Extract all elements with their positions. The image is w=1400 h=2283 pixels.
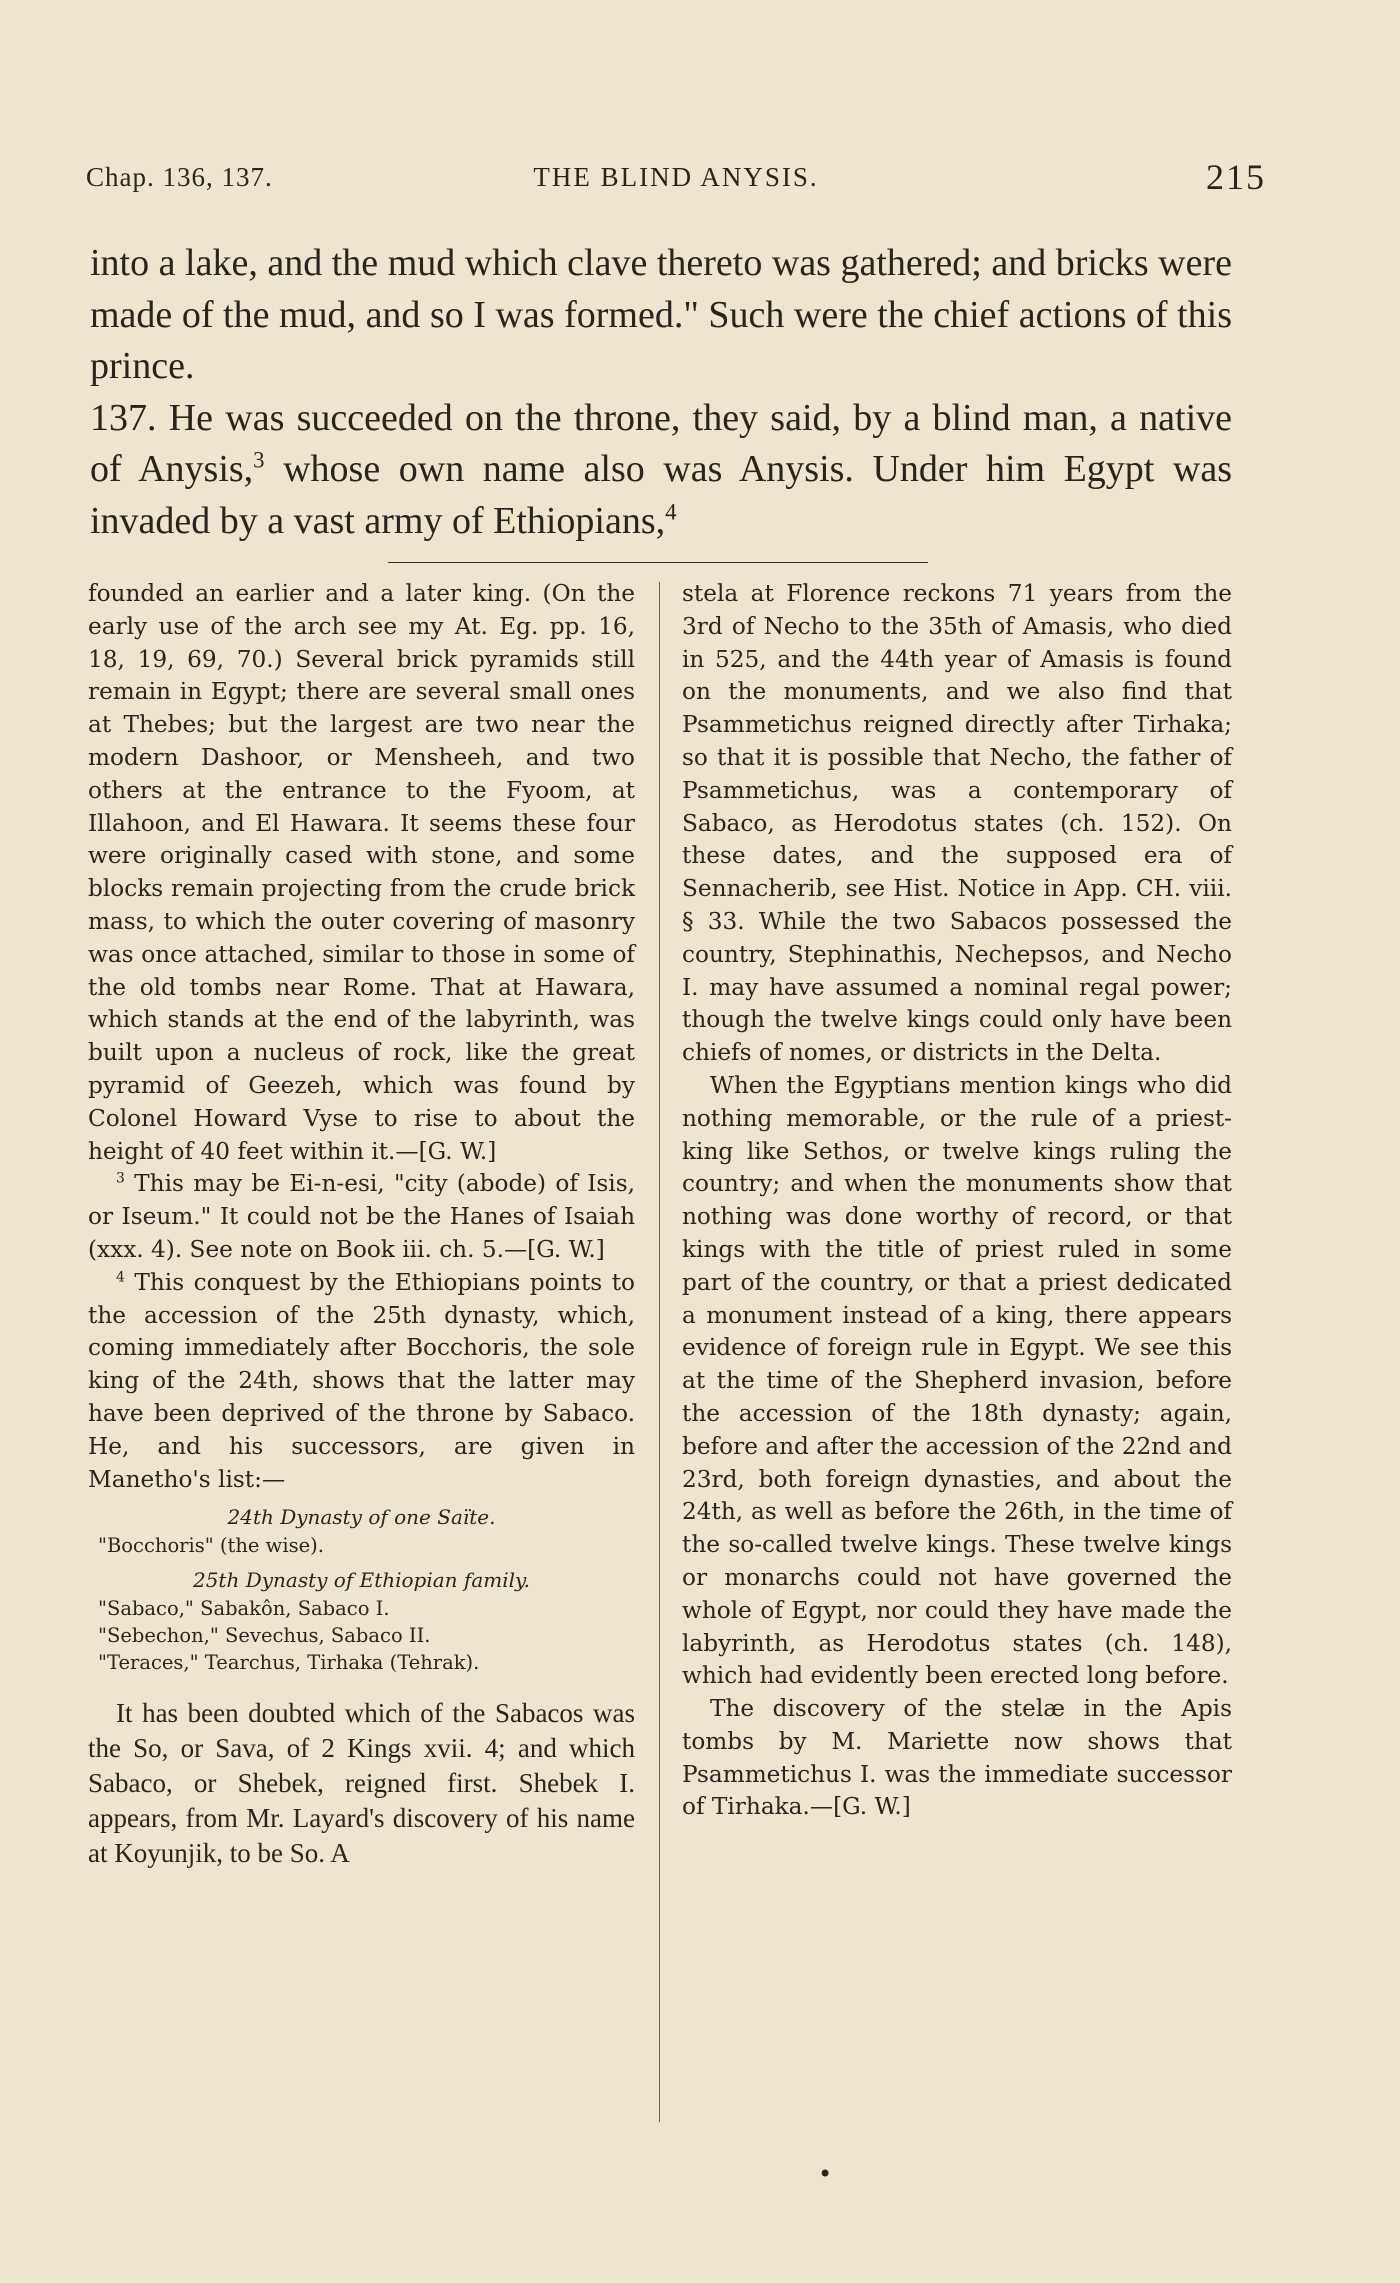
page-title: THE BLIND ANYSIS.	[533, 162, 819, 192]
footnote-4: $^4$ This conquest by the Ethiopians points to the accession of the 25th dynasty, which, coming immediately after Bocchoris, the sole king of the 24th, shows that the latter may have been deprived of the throne by Sabaco. He, and his successors, are given in Manetho's list:—	[88, 1268, 635, 1493]
footer-mark: •	[818, 2160, 833, 2188]
footnote-ref-3: 3	[253, 447, 265, 473]
column-divider	[659, 582, 660, 2122]
footnote-3: $^3$ This may be Ei-n-esi, "city (abode) of Isis, or Iseum." It could not be the Hanes of Isaiah (xxx. 4). See note on Book iii. ch. 5.—[G. W.]	[88, 1170, 635, 1263]
note-paragraph: stela at Florence reckons 71 years from the 3rd of Necho to the 35th of Amasis, who died in 525, and the 44th year of Amasis is found on the monuments, and we also find that Psammetichus reigned directly after Tirhaka; so that it is possible that Necho, the father of Psammetichus, was a contemporary of Sabaco, as Herodotus states (ch. 152). On these dates, and the supposed era of Sennacherib, see Hist. Notice in App. CH. viii. § 33. While the two Sabacos possessed the country, Stephinathis, Nechepsos, and Necho I. may have assumed a nominal regal power; though the twelve kings could only have been chiefs of nomes, or districts in the Delta.	[682, 580, 1232, 1067]
main-paragraph-1: into a lake, and the mud which clave thereto was gathered; and bricks were made of the mud, and so I was formed." Such were the chief actions of this prince.	[90, 242, 1232, 387]
footnote-rule	[388, 562, 928, 563]
note-paragraph: The discovery of the stelæ in the Apis tombs by M. Mariette now shows that Psammetichus I. was the immediate successor of Tirhaka.—[G. W.]	[682, 1695, 1232, 1821]
note-continuation: founded an earlier and a later king. (On the early use of the arch see my At. Eg. pp. 16, 18, 19, 69, 70.) Several brick pyramids still remain in Egypt; there are several small ones at Thebes; but the largest are two near the modern Dashoor, or Mensheeh, and two others at the entrance to the Fyoom, at Illahoon, and El Hawara. It seems these four were originally cased with stone, and some blocks remain projecting from the crude brick mass, to which the outer covering of masonry was once attached, similar to those in some of the old tombs near Rome. That at Hawara, which stands at the end of the labyrinth, was built upon a nucleus of rock, like the great pyramid of Geezeh, which was found by Colonel Howard Vyse to rise to about the height of 40 feet within it.—[G. W.]	[88, 580, 635, 1165]
note-paragraph: When the Egyptians mention kings who did nothing memorable, or the rule of a priest-king like Sethos, or twelve kings ruling the country; and when the monuments show that nothing was done worthy of record, or that kings with the title of priest ruled in some part of the country, or that a priest dedicated a monument instead of a king, there appears evidence of foreign rule in Egypt. We see this at the time of the Shepherd invasion, before the accession of the 18th dynasty; again, before and after the accession of the 22nd and 23rd, both foreign dynasties, and about the 24th, as well as before the 26th, in the time of the so-called twelve kings. These twelve kings or monarchs could not have governed the whole of Egypt, nor could they have made the labyrinth, as Herodotus states (ch. 148), which had evidently been erected long before.	[682, 1071, 1233, 1690]
notes-right-column	[682, 578, 1232, 1824]
dynasty-25-entry: "Sebechon," Sevechus, Sabaco II.	[98, 1624, 431, 1648]
footnote-ref-4: 4	[665, 498, 677, 524]
page-number: 215	[1206, 157, 1266, 197]
running-head	[86, 157, 1266, 206]
dynasty-25-heading: 25th Dynasty of Ethiopian family.	[192, 1568, 531, 1593]
dynasty-25-entry: "Sabaco," Sabakôn, Sabaco I.	[98, 1597, 390, 1621]
dynasty-25-entry: "Teraces," Tearchus, Tirhaka (Tehrak).	[98, 1651, 480, 1675]
main-paragraph-2: 137. He was succeeded on the throne, they said, by a blind man, a native of Anysis,$^3$ whose own name also was Anysis. Under him Egypt was invaded by a vast army of Ethiopians,$^4$	[90, 396, 1232, 542]
chapter-reference: Chap. 136, 137.	[86, 162, 273, 192]
main-text	[90, 238, 1232, 547]
notes-left-column	[88, 578, 635, 1871]
note-paragraph-sabaco: It has been doubted which of the Sabacos was the So, or Sava, of 2 Kings xvii. 4; and which Sabaco, or Shebek, reigned first. Shebek I. appears, from Mr. Layard's discovery of his name at Koyunjik, to be So. A	[88, 1698, 635, 1869]
dynasty-24-entry: "Bocchoris" (the wise).	[98, 1534, 324, 1558]
dynasty-24-heading: 24th Dynasty of one Saïte.	[227, 1505, 496, 1530]
